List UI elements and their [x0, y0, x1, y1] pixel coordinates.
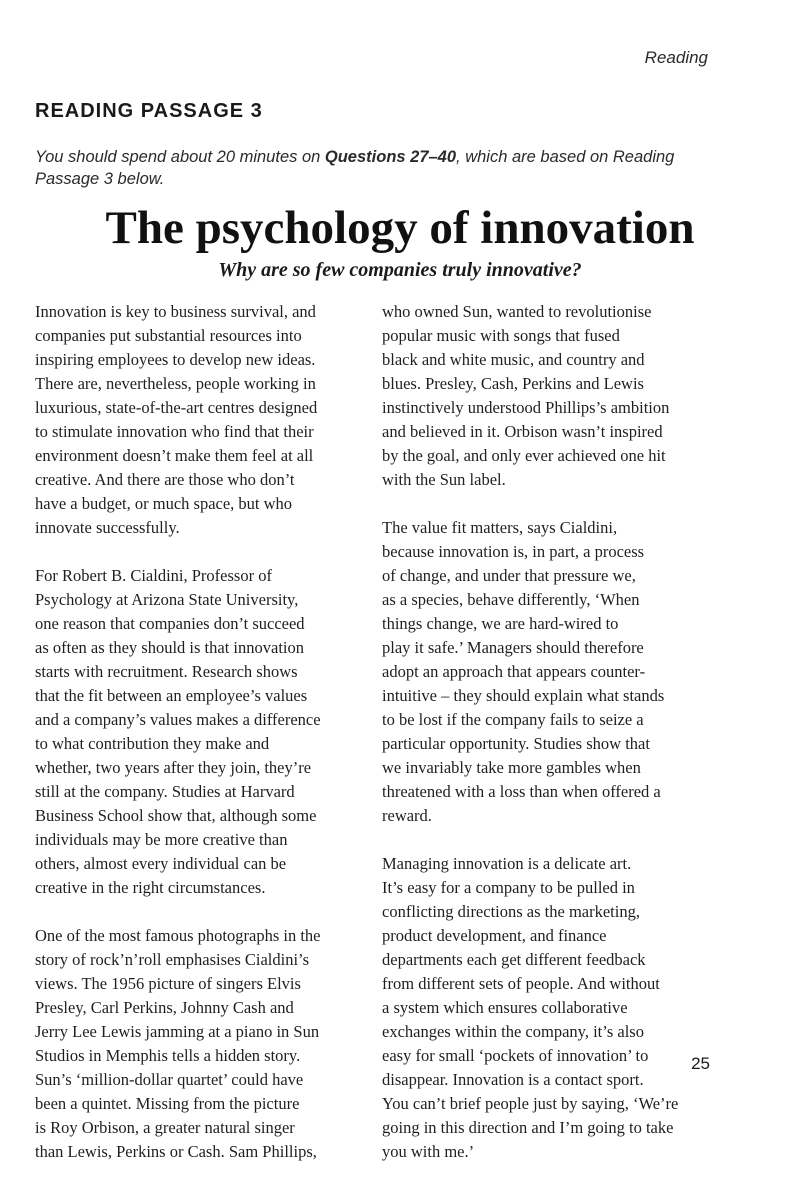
text-line: individuals may be more creative than	[35, 830, 288, 849]
text-line: departments each get different feedback	[382, 950, 646, 969]
text-line: others, almost every individual can be	[35, 854, 287, 873]
instruction	[35, 146, 735, 190]
text-line: Presley, Carl Perkins, Johnny Cash and	[35, 998, 294, 1017]
instruction-questions: Questions 27–40	[324, 148, 457, 166]
passage-label: READING PASSAGE 3	[35, 100, 263, 122]
text-line: is Roy Orbison, a greater natural singer	[35, 1118, 295, 1137]
text-line: creative in the right circumstances.	[35, 878, 266, 897]
text-line: been a quintet. Missing from the picture	[35, 1094, 300, 1113]
text-line: play it safe.’ Managers should therefore	[382, 638, 644, 657]
text-line: as a species, behave differently, ‘When	[382, 590, 640, 609]
text-line: It’s easy for a company to be pulled in	[382, 878, 635, 897]
text-line: we invariably take more gambles when	[382, 758, 641, 777]
text-line: The value fit matters, says Cialdini,	[382, 518, 618, 537]
text-line: Business School show that, although some	[35, 806, 317, 825]
text-line: that the fit between an employee’s values	[35, 686, 308, 705]
instruction-text-before: You should spend about 20 minutes on	[35, 148, 325, 166]
text-line: to be lost if the company fails to seize a	[382, 710, 644, 729]
text-line: views. The 1956 picture of singers Elvis	[35, 974, 301, 993]
text-line: of change, and under that pressure we,	[382, 566, 636, 585]
text-line: starts with recruitment. Research shows	[35, 662, 298, 681]
text-line: as often as they should is that innovation	[35, 638, 305, 657]
text-line: have a budget, or much space, but who	[35, 494, 293, 513]
text-line: with the Sun label.	[382, 470, 506, 489]
text-line: luxurious, state-of-the-art centres designed	[35, 398, 318, 417]
text-line: one reason that companies don’t succeed	[35, 614, 305, 633]
text-line: environment doesn’t make them feel at all	[35, 446, 314, 465]
text-line: from different sets of people. And without	[382, 974, 660, 993]
text-line: story of rock’n’roll emphasises Cialdini’s	[35, 950, 310, 969]
paragraph	[35, 300, 373, 540]
text-line: One of the most famous photographs in the	[35, 926, 321, 945]
text-line: Jerry Lee Lewis jamming at a piano in Sun	[35, 1022, 320, 1041]
paragraph	[382, 852, 720, 1164]
text-line: companies put substantial resources into	[35, 326, 302, 345]
text-line: Sun’s ‘million-dollar quartet’ could have	[35, 1070, 304, 1089]
paragraph	[35, 564, 373, 900]
text-line: a system which ensures collaborative	[382, 998, 628, 1017]
article-subtitle: Why are so few companies truly innovative?	[218, 259, 582, 281]
text-line: you with me.’	[382, 1142, 475, 1161]
text-line: because innovation is, in part, a process	[382, 542, 645, 561]
text-line: reward.	[382, 806, 432, 825]
page-number: 25	[691, 1054, 710, 1073]
text-line: things change, we are hard-wired to	[382, 614, 619, 633]
paragraph	[382, 300, 720, 492]
text-line: blues. Presley, Cash, Perkins and Lewis	[382, 374, 644, 393]
text-line: exchanges within the company, it’s also	[382, 1022, 644, 1041]
text-line: intuitive – they should explain what stands	[382, 686, 665, 705]
text-line: product development, and finance	[382, 926, 607, 945]
text-line: and believed in it. Orbison wasn’t inspired	[382, 422, 663, 441]
paragraph	[382, 516, 720, 828]
text-line: conflicting directions as the marketing,	[382, 902, 640, 921]
text-line: particular opportunity. Studies show that	[382, 734, 650, 753]
text-line: to stimulate innovation who find that their	[35, 422, 314, 441]
text-line: You can’t brief people just by saying, ‘We’re	[382, 1094, 679, 1113]
instruction-text-after: , which are based on Reading	[456, 148, 675, 166]
instruction-text-line2: Passage 3 below.	[35, 170, 165, 188]
text-line: For Robert B. Cialdini, Professor of	[35, 566, 272, 585]
text-line: easy for small ‘pockets of innovation’ to	[382, 1046, 649, 1065]
text-line: going in this direction and I’m going to take	[382, 1118, 674, 1137]
text-line: threatened with a loss than when offered a	[382, 782, 661, 801]
text-line: and a company’s values makes a difference	[35, 710, 321, 729]
text-line: Innovation is key to business survival, and	[35, 302, 316, 321]
text-line: Psychology at Arizona State University,	[35, 590, 299, 609]
text-line: to what contribution they make and	[35, 734, 270, 753]
text-line: instinctively understood Phillips’s ambition	[382, 398, 670, 417]
running-head: Reading	[644, 48, 708, 67]
text-line: innovate successfully.	[35, 518, 180, 537]
article-title: The psychology of innovation	[105, 202, 695, 254]
text-line: who owned Sun, wanted to revolutionise	[382, 302, 652, 321]
text-line: disappear. Innovation is a contact sport.	[382, 1070, 644, 1089]
text-line: Managing innovation is a delicate art.	[382, 854, 632, 873]
paragraph	[35, 924, 373, 1164]
text-line: whether, two years after they join, they’re	[35, 758, 312, 777]
text-line: by the goal, and only ever achieved one hit	[382, 446, 666, 465]
left-column	[35, 300, 373, 1188]
text-line: creative. And there are those who don’t	[35, 470, 295, 489]
text-line: popular music with songs that fused	[382, 326, 620, 345]
text-line: still at the company. Studies at Harvard	[35, 782, 295, 801]
text-line: adopt an approach that appears counter-	[382, 662, 646, 681]
text-line: Studios in Memphis tells a hidden story.	[35, 1046, 301, 1065]
text-line: black and white music, and country and	[382, 350, 645, 369]
right-column	[382, 300, 720, 1188]
text-line: There are, nevertheless, people working in	[35, 374, 316, 393]
text-line: inspiring employees to develop new ideas.	[35, 350, 316, 369]
text-line: than Lewis, Perkins or Cash. Sam Phillips,	[35, 1142, 317, 1161]
